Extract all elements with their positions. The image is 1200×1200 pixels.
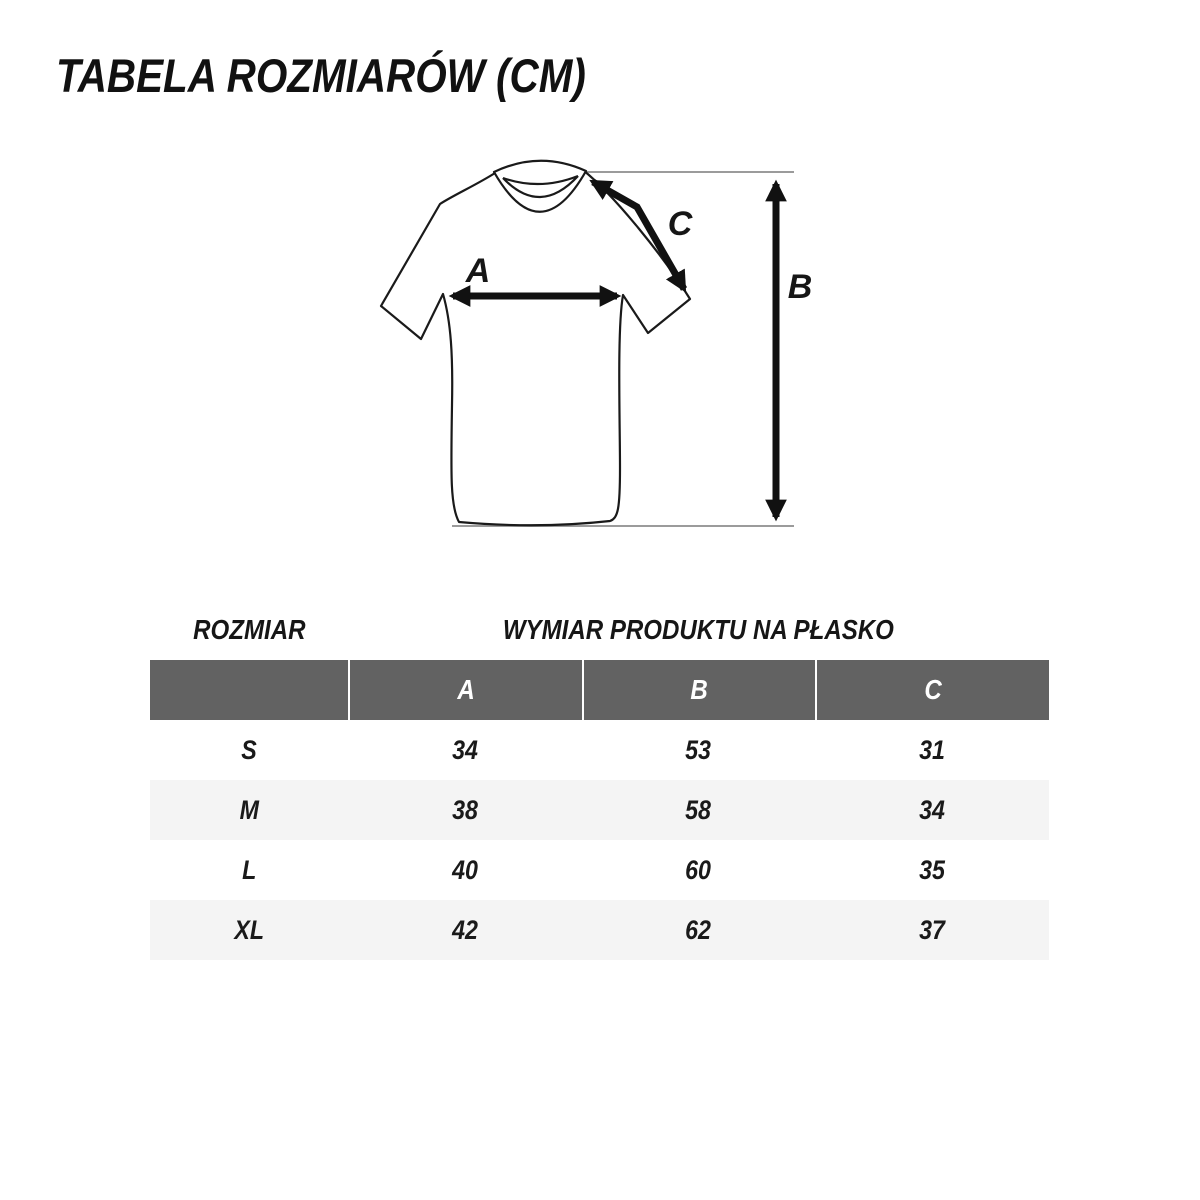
value-c: 37 (919, 914, 946, 945)
value-b: 58 (685, 794, 712, 825)
header-cell-empty (150, 660, 348, 720)
value-a: 42 (451, 914, 478, 945)
table-header-row (150, 660, 1049, 720)
label-a: A (465, 252, 491, 290)
value-b: 53 (685, 734, 712, 765)
tshirt-measurement-diagram (350, 140, 820, 580)
size-label: XL (234, 914, 264, 945)
value-a: 38 (451, 794, 478, 825)
header-cell-a: A (348, 660, 582, 720)
table-row-l (150, 840, 1049, 900)
measurements-header: WYMIAR PRODUKTU NA PŁASKO (502, 614, 895, 645)
value-c: 34 (919, 794, 946, 825)
page-title (56, 48, 672, 103)
table-row-xl (150, 900, 1049, 960)
label-c: C (667, 205, 693, 243)
value-a: 40 (451, 854, 478, 885)
header-cell-b: B (582, 660, 816, 720)
size-label: L (241, 854, 257, 885)
value-b: 62 (685, 914, 712, 945)
value-b: 60 (685, 854, 712, 885)
label-b: B (787, 268, 813, 306)
size-column-header: ROZMIAR (192, 614, 306, 645)
value-c: 31 (919, 734, 946, 765)
page-title-text: TABELA ROZMIARÓW (CM) (56, 49, 586, 102)
table-row-m (150, 780, 1049, 840)
value-a: 34 (451, 734, 478, 765)
size-label: S (241, 734, 257, 765)
header-cell-c: C (815, 660, 1049, 720)
size-table (150, 660, 1049, 960)
size-label: M (239, 794, 259, 825)
table-row-s (150, 720, 1049, 780)
value-c: 35 (919, 854, 946, 885)
